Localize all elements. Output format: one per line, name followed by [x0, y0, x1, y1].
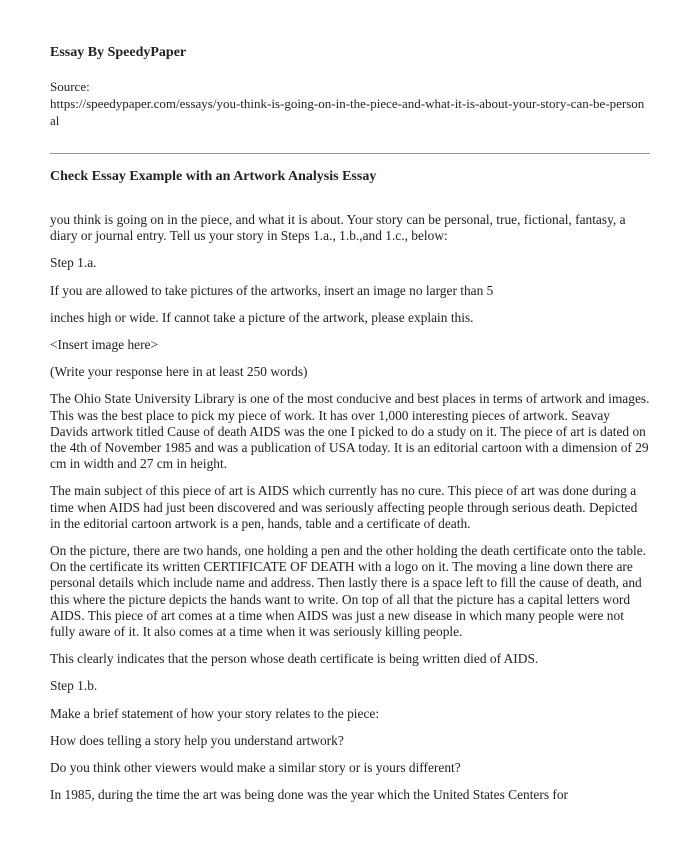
header-divider	[50, 153, 650, 154]
essay-paragraph: Make a brief statement of how your story relates to the piece:	[50, 705, 380, 721]
essay-paragraph: Do you think other viewers would make a similar story or is yours different?	[50, 760, 461, 776]
document-header-title: Essay By SpeedyPaper	[50, 45, 187, 60]
essay-paragraph: The main subject of this piece of art is AIDS which currently has no cure. This piece of art was done during a time when AIDS had just been discovered and was seriously affecting people through serious death. Depicted in the editorial cartoon artwork is a pen, hands, table and a certificate of death.	[50, 483, 638, 531]
essay-paragraph: How does telling a story help you understand artwork?	[50, 732, 344, 748]
essay-body	[50, 212, 650, 803]
source-label: Source:	[50, 79, 90, 94]
essay-paragraph: If you are allowed to take pictures of the artworks, insert an image no larger than 5	[50, 282, 494, 298]
essay-title: Check Essay Example with an Artwork Analysis Essay	[50, 169, 377, 184]
essay-step-heading: Step 1.a.	[50, 255, 97, 271]
essay-paragraph: you think is going on in the piece, and what it is about. Your story can be personal, true, fictional, fantasy, a diary or journal entry. Tell us your story in Steps 1.a., 1.b.,and 1.c., below:	[50, 212, 626, 244]
source-url[interactable]: https://speedypaper.com/essays/you-think-is-going-on-in-the-piece-and-what-it-is-about-your-story-can-be-personal	[50, 96, 645, 128]
essay-step-heading: Step 1.b.	[50, 678, 98, 694]
essay-paragraph: On the picture, there are two hands, one holding a pen and the other holding the death certificate onto the table. On the certificate its written CERTIFICATE OF DEATH with a logo on it. The moving a line down there are personal details which include name and address. Then lastly there is a space left to fill the cause of death, and this where the picture depicts the hands want to write. On top of all that the picture has a capital letters word AIDS. This piece of art comes at a time when AIDS was just a new disease in which many people were not fully aware of it. It also comes at a time when it was seriously killing people.	[50, 543, 647, 640]
essay-paragraph: (Write your response here in at least 250 words)	[50, 364, 308, 380]
essay-paragraph: The Ohio State University Library is one of the most conducive and best places in terms of artwork and images. This was the best place to pick my piece of work. It has over 1,000 interesting pieces of artwork. Seavay Davids artwork titled Cause of death AIDS was the one I picked to do a study on it. The piece of art is dated on the 4th of November 1985 and was a publication of USA today. It is an editorial cartoon with a dimension of 29 cm in width and 27 cm in height.	[50, 391, 650, 472]
document-page	[50, 44, 650, 814]
image-placeholder-text: <Insert image here>	[50, 337, 159, 353]
essay-paragraph: This clearly indicates that the person whose death certificate is being written died of AIDS.	[50, 651, 539, 667]
essay-paragraph: In 1985, during the time the art was being done was the year which the United States Centers for	[50, 787, 569, 803]
essay-paragraph: inches high or wide. If cannot take a picture of the artwork, please explain this.	[50, 309, 474, 325]
